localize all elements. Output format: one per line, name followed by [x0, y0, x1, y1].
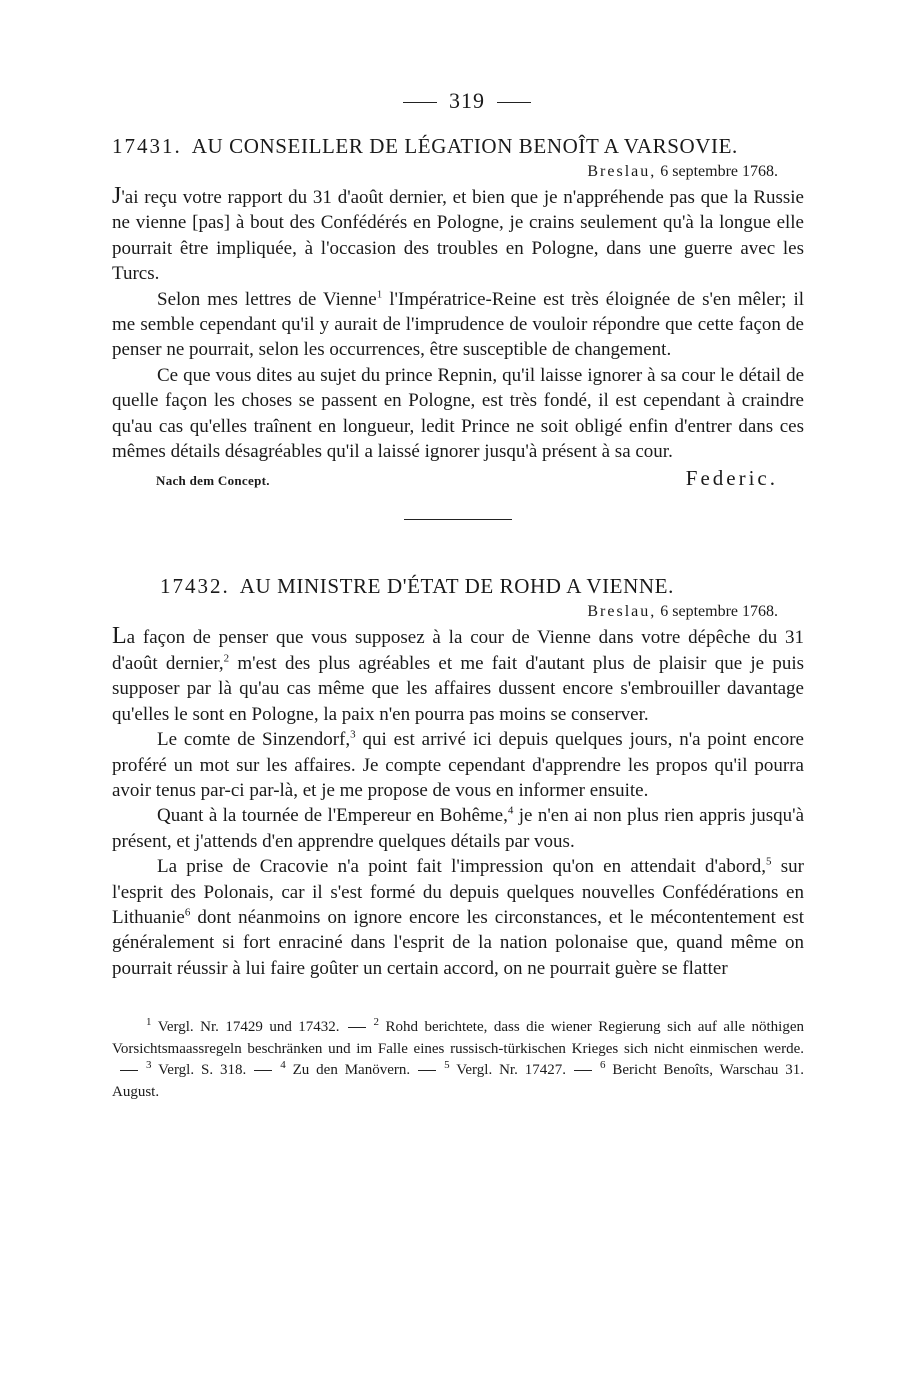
footnote-text: Vergl. Nr. 17427.	[456, 1062, 566, 1079]
paragraph-text: 'ai reçu votre rapport du 31 d'août dernier, et bien que je n'appréhende pas que la Russie ne vienne [pas] à bout des Confédérés en Pologne, je crains seulement qu'à la longue elle pourrait être impliquée, à l'occasion des troubles en Pologne, dans une guerre avec les Turcs.	[112, 187, 804, 285]
letter-dateline	[112, 600, 778, 624]
paragraph-text: Le comte de Sinzendorf,	[157, 729, 351, 751]
footnote-ref: 2	[223, 652, 230, 665]
footnote-ref: 1	[376, 288, 383, 301]
letter-dateline	[112, 160, 778, 184]
signature: Federic.	[685, 466, 778, 491]
footnote-number: 1	[146, 1016, 152, 1029]
footnote-separator	[120, 1070, 138, 1071]
footnote-ref: 4	[507, 804, 514, 817]
letter-title: AU CONSEILLER DE LÉGATION BENOÎT A VARSOVIE.	[191, 134, 738, 158]
paragraph-text: a façon de penser que vous supposez à la cour de Vienne dans votre dépêche du 31 d'août dernier,	[112, 627, 804, 674]
paragraph-text: Selon mes lettres de Vienne	[157, 288, 377, 310]
letter-heading-17431	[112, 132, 804, 160]
footnote-number: 4	[280, 1059, 286, 1072]
letter-title: AU MINISTRE D'ÉTAT DE ROHD A VIENNE.	[239, 574, 674, 599]
paragraph-text: Ce que vous dites au sujet du prince Repnin, qu'il laisse ignorer à sa cour le détail de quelle façon les choses se passent en Pologne, est très fondé, il est cependant à craindre qu'au cas qu'elles traînent en longueur, ledit Prince ne soit obligé enfin d'entrer dans ces mêmes détails désagréables qu'il a laissé ignorer jusqu'à présent à sa cour.	[112, 364, 804, 463]
drop-cap: J	[112, 183, 122, 209]
letter-paragraph	[112, 854, 804, 981]
footnote-ref: 5	[766, 855, 772, 868]
paragraph-text: m'est des plus agréables et me fait d'autant plus de plaisir que je puis supposer par là qu'au cas même que les affaires dussent encore s'embrouiller davantage qu'elles le sont en Pologne, la paix n'en pourra pas moins se conserver.	[112, 652, 804, 725]
letter-paragraph	[112, 184, 804, 287]
footnote-number: 5	[444, 1059, 450, 1072]
letter-heading-17432	[112, 572, 804, 600]
footnote-separator	[348, 1027, 366, 1028]
footnotes	[112, 1017, 804, 1103]
footnote-number: 2	[373, 1016, 380, 1029]
footnote-separator	[574, 1070, 592, 1071]
dateline-date: 6 septembre 1768.	[660, 603, 778, 621]
letter-paragraph	[112, 624, 804, 727]
letter-number: 17432.	[160, 574, 230, 599]
page-number-dash-right	[497, 102, 531, 103]
footnote-ref: 3	[350, 728, 356, 741]
dateline-place: Breslau,	[587, 163, 657, 180]
source-note: Nach dem Concept.	[156, 473, 270, 489]
footnote-separator	[254, 1070, 272, 1071]
letter-paragraph	[112, 363, 804, 465]
footnote-number: 6	[599, 1059, 606, 1072]
footnote-ref: 6	[184, 906, 191, 919]
footnote-text: Bericht Benoîts, Warschau 31. August.	[112, 1062, 805, 1100]
document-page	[112, 86, 804, 1103]
letter-paragraph	[112, 803, 804, 854]
letter-paragraph	[112, 727, 804, 803]
paragraph-text: je n'en ai non plus rien appris jusqu'à présent, et j'attends d'en apprendre quelques détails par vous.	[112, 805, 804, 852]
footnote-text: Vergl. S. 318.	[158, 1062, 247, 1079]
paragraph-text: l'Impératrice-Reine est très éloignée de s'en mêler; il me semble cependant qu'il y aurait de l'imprudence de vouloir répondre que cette façon de penser ne pourrait, selon les occurrences, être susceptible de changement.	[112, 288, 804, 361]
letter-number: 17431.	[112, 134, 182, 158]
paragraph-text: sur l'esprit des Polonais, car il s'est formé du depuis quelques nouvelles Confédérations en Lithuanie	[112, 856, 804, 928]
page-number-text: 319	[449, 88, 485, 113]
paragraph-text: Quant à la tournée de l'Empereur en Bohême,	[157, 805, 508, 827]
drop-cap: L	[112, 623, 127, 650]
footnote-number: 3	[146, 1059, 152, 1072]
paragraph-text: dont néanmoins on ignore encore les circonstances, et le mécontentement est généralement si fort enraciné dans l'esprit de la nation polonaise que, quand même on pourrait réussir à lui faire goûter un certain accord, on ne pourrait guère se flatter	[112, 906, 804, 979]
closing-row	[112, 466, 804, 491]
paragraph-text: La prise de Cracovie n'a point fait l'impression qu'on en attendait d'abord,	[157, 856, 766, 878]
footnote-text: Zu den Manövern.	[292, 1062, 411, 1079]
page-number	[130, 86, 804, 116]
section-separator	[404, 519, 512, 520]
dateline-place: Breslau,	[587, 603, 657, 621]
page-number-dash-left	[403, 102, 437, 103]
footnote-text: Vergl. Nr. 17429 und 17432.	[157, 1019, 340, 1036]
footnote-separator	[418, 1070, 436, 1071]
footnote-text: Rohd berichtete, dass die wiener Regierung sich auf alle nöthigen Vorsichtsmaassregeln beschränken und im Falle eines russisch-türkischen Krieges sich nicht einmischen werde.	[112, 1019, 804, 1057]
paragraph-text: qui est arrivé ici depuis quelques jours, n'a point encore proféré un mot sur les affaires. Je compte cependant d'apprendre les propos qu'il pourra avoir tenus par-ci par-là, et je me propose de vous en informer ensuite.	[112, 729, 804, 801]
letter-paragraph	[112, 287, 804, 363]
dateline-date: 6 septembre 1768.	[660, 163, 778, 180]
